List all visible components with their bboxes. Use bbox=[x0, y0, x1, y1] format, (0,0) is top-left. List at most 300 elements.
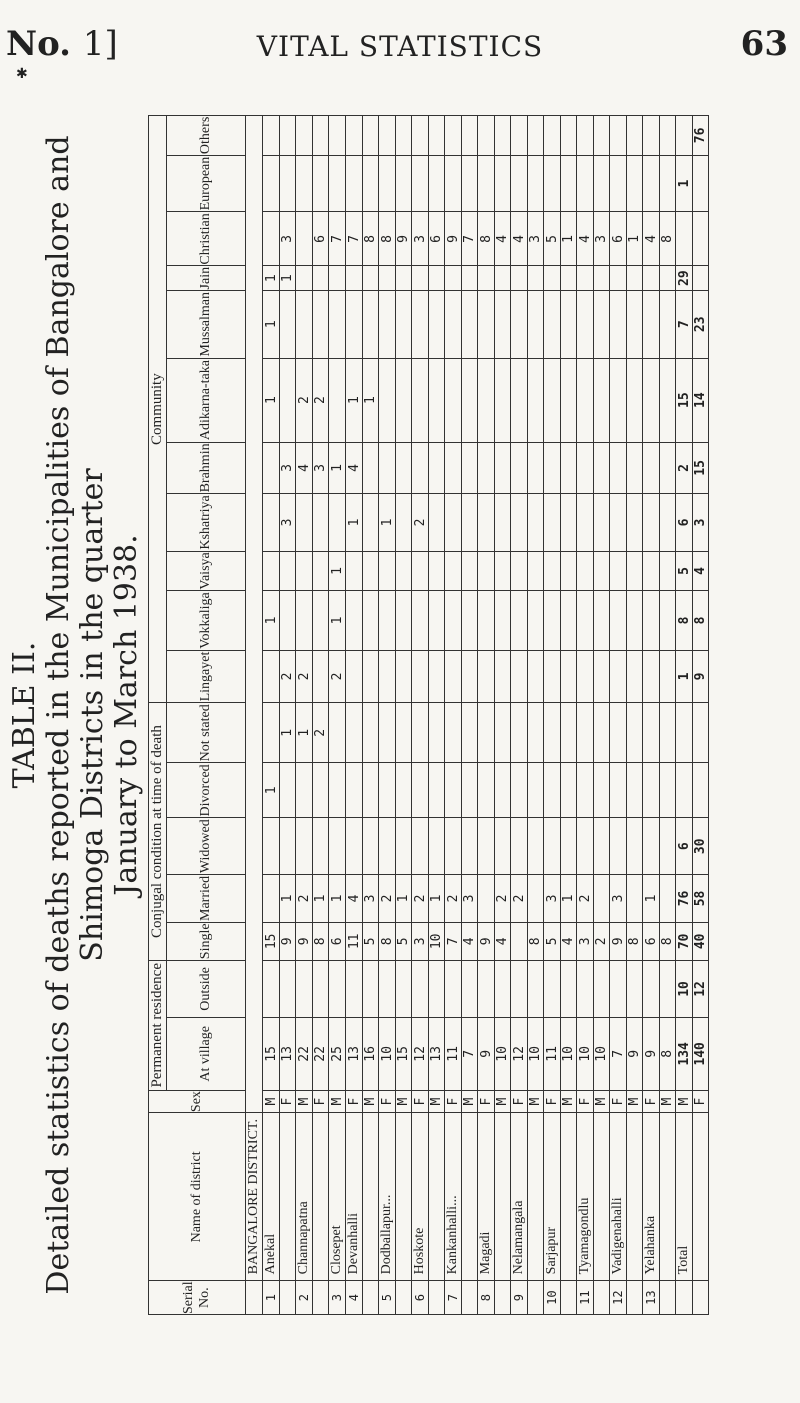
value-cell bbox=[627, 266, 643, 290]
value-cell bbox=[445, 494, 462, 551]
serial-cell: 1 bbox=[263, 1281, 280, 1315]
sex-cell: F bbox=[643, 1090, 660, 1113]
value-cell bbox=[561, 442, 577, 494]
table-row bbox=[313, 116, 329, 1315]
value-cell: 3 bbox=[313, 442, 329, 494]
value-cell bbox=[528, 763, 544, 818]
value-cell bbox=[296, 763, 313, 818]
value-cell bbox=[610, 818, 627, 875]
value-cell bbox=[429, 960, 445, 1017]
value-cell bbox=[263, 650, 280, 703]
value-cell bbox=[280, 763, 296, 818]
value-cell bbox=[495, 358, 511, 442]
value-cell bbox=[313, 591, 329, 651]
sex-cell: M bbox=[561, 1090, 577, 1113]
value-cell: 58 bbox=[693, 875, 709, 923]
value-cell bbox=[329, 818, 346, 875]
value-cell bbox=[511, 266, 528, 290]
value-cell bbox=[577, 818, 594, 875]
serial-cell bbox=[627, 1281, 643, 1315]
value-cell: 3 bbox=[280, 442, 296, 494]
value-cell bbox=[429, 763, 445, 818]
value-cell: 2 bbox=[577, 875, 594, 923]
table-row bbox=[643, 116, 660, 1315]
value-cell bbox=[280, 551, 296, 591]
table-body bbox=[246, 116, 709, 1315]
value-cell: 4 bbox=[511, 212, 528, 266]
value-cell bbox=[643, 591, 660, 651]
value-cell bbox=[396, 818, 412, 875]
value-cell: 7 bbox=[676, 290, 693, 358]
sex-cell: F bbox=[412, 1090, 429, 1113]
value-cell bbox=[346, 266, 363, 290]
value-cell: 11 bbox=[445, 1018, 462, 1091]
district-heading: BANGALORE DISTRICT. bbox=[246, 1113, 263, 1281]
value-cell: 1 bbox=[280, 875, 296, 923]
value-cell bbox=[660, 650, 676, 703]
value-cell: 8 bbox=[660, 922, 676, 960]
value-cell bbox=[429, 591, 445, 651]
value-cell: 76 bbox=[676, 875, 693, 923]
value-cell: 6 bbox=[329, 922, 346, 960]
district-name bbox=[528, 1113, 544, 1281]
value-cell bbox=[396, 650, 412, 703]
serial-cell: 9 bbox=[511, 1281, 528, 1315]
table-row bbox=[429, 116, 445, 1315]
value-cell bbox=[594, 442, 610, 494]
value-cell: 1 bbox=[346, 358, 363, 442]
value-cell: 9 bbox=[396, 212, 412, 266]
value-cell bbox=[643, 551, 660, 591]
value-cell bbox=[412, 116, 429, 156]
value-cell bbox=[313, 650, 329, 703]
value-cell: 7 bbox=[445, 922, 462, 960]
value-cell bbox=[511, 358, 528, 442]
value-cell bbox=[329, 155, 346, 212]
value-cell: 2 bbox=[329, 650, 346, 703]
table-row bbox=[528, 116, 544, 1315]
sex-cell: M bbox=[462, 1090, 478, 1113]
district-name bbox=[561, 1113, 577, 1281]
value-cell: 10 bbox=[577, 1018, 594, 1091]
value-cell bbox=[462, 358, 478, 442]
value-cell bbox=[544, 116, 561, 156]
value-cell bbox=[462, 155, 478, 212]
value-cell bbox=[660, 116, 676, 156]
value-cell bbox=[263, 116, 280, 156]
district-name: Yelahanka bbox=[643, 1113, 660, 1281]
value-cell bbox=[462, 818, 478, 875]
value-cell bbox=[396, 116, 412, 156]
value-cell: 76 bbox=[693, 116, 709, 156]
value-cell bbox=[627, 763, 643, 818]
value-cell bbox=[462, 763, 478, 818]
value-cell bbox=[495, 818, 511, 875]
value-cell bbox=[594, 551, 610, 591]
value-cell bbox=[511, 650, 528, 703]
serial-cell bbox=[429, 1281, 445, 1315]
value-cell: 4 bbox=[495, 212, 511, 266]
value-cell bbox=[528, 358, 544, 442]
serial-cell: 12 bbox=[610, 1281, 627, 1315]
value-cell bbox=[379, 358, 396, 442]
value-cell bbox=[610, 116, 627, 156]
value-cell: 13 bbox=[280, 1018, 296, 1091]
value-cell bbox=[313, 763, 329, 818]
value-cell bbox=[412, 266, 429, 290]
value-cell bbox=[511, 818, 528, 875]
value-cell bbox=[627, 703, 643, 763]
group-community: Community bbox=[149, 116, 167, 703]
value-cell bbox=[346, 116, 363, 156]
value-cell bbox=[610, 442, 627, 494]
value-cell bbox=[643, 155, 660, 212]
value-cell bbox=[412, 442, 429, 494]
value-cell: 9 bbox=[627, 1018, 643, 1091]
total-label: Total bbox=[676, 1113, 693, 1281]
value-cell: 1 bbox=[296, 703, 313, 763]
value-cell bbox=[379, 960, 396, 1017]
value-cell bbox=[329, 763, 346, 818]
col-vaisya: Vaisya bbox=[167, 551, 246, 591]
value-cell: 4 bbox=[693, 551, 709, 591]
col-at-village: At village bbox=[167, 1018, 246, 1091]
value-cell bbox=[594, 650, 610, 703]
value-cell: 134 bbox=[676, 1018, 693, 1091]
table-titles bbox=[0, 115, 144, 1315]
value-cell: 2 bbox=[445, 875, 462, 923]
value-cell: 40 bbox=[693, 922, 709, 960]
value-cell bbox=[544, 818, 561, 875]
value-cell bbox=[594, 703, 610, 763]
sex-cell: F bbox=[379, 1090, 396, 1113]
district-name bbox=[280, 1113, 296, 1281]
value-cell bbox=[511, 960, 528, 1017]
value-cell: 8 bbox=[363, 212, 379, 266]
value-cell: 1 bbox=[280, 266, 296, 290]
value-cell: 2 bbox=[280, 650, 296, 703]
value-cell: 9 bbox=[643, 1018, 660, 1091]
value-cell bbox=[627, 960, 643, 1017]
value-cell bbox=[511, 551, 528, 591]
value-cell bbox=[676, 703, 693, 763]
value-cell bbox=[379, 116, 396, 156]
value-cell bbox=[445, 960, 462, 1017]
serial-cell: 13 bbox=[643, 1281, 660, 1315]
value-cell bbox=[329, 358, 346, 442]
value-cell bbox=[478, 960, 495, 1017]
value-cell bbox=[429, 650, 445, 703]
value-cell: 8 bbox=[660, 1018, 676, 1091]
sex-cell: F bbox=[313, 1090, 329, 1113]
value-cell bbox=[660, 442, 676, 494]
value-cell: 1 bbox=[676, 155, 693, 212]
serial-cell: 5 bbox=[379, 1281, 396, 1315]
value-cell bbox=[594, 818, 610, 875]
value-cell bbox=[561, 818, 577, 875]
value-cell bbox=[296, 960, 313, 1017]
value-cell bbox=[280, 960, 296, 1017]
value-cell bbox=[643, 290, 660, 358]
sex-cell: M bbox=[676, 1090, 693, 1113]
value-cell bbox=[412, 818, 429, 875]
value-cell bbox=[363, 763, 379, 818]
value-cell bbox=[445, 442, 462, 494]
district-name bbox=[396, 1113, 412, 1281]
value-cell bbox=[363, 116, 379, 156]
district-name bbox=[462, 1113, 478, 1281]
value-cell bbox=[511, 290, 528, 358]
value-cell bbox=[693, 266, 709, 290]
value-cell bbox=[577, 494, 594, 551]
value-cell bbox=[363, 960, 379, 1017]
value-cell bbox=[561, 703, 577, 763]
value-cell bbox=[329, 494, 346, 551]
value-cell: 3 bbox=[280, 212, 296, 266]
value-cell bbox=[495, 551, 511, 591]
value-cell bbox=[429, 290, 445, 358]
district-name: Channapatna bbox=[296, 1113, 313, 1281]
district-name: Closepet bbox=[329, 1113, 346, 1281]
value-cell bbox=[511, 442, 528, 494]
value-cell: 70 bbox=[676, 922, 693, 960]
value-cell bbox=[544, 763, 561, 818]
col-single: Single bbox=[167, 922, 246, 960]
value-cell: 4 bbox=[462, 922, 478, 960]
value-cell bbox=[610, 494, 627, 551]
value-cell bbox=[445, 818, 462, 875]
value-cell bbox=[610, 551, 627, 591]
rotated-table-page bbox=[0, 115, 708, 1315]
value-cell: 15 bbox=[396, 1018, 412, 1091]
value-cell: 15 bbox=[693, 442, 709, 494]
table-row bbox=[263, 116, 280, 1315]
serial-cell: 8 bbox=[478, 1281, 495, 1315]
sex-cell: M bbox=[363, 1090, 379, 1113]
value-cell: 1 bbox=[346, 494, 363, 551]
value-cell: 1 bbox=[263, 358, 280, 442]
value-cell: 5 bbox=[544, 922, 561, 960]
value-cell bbox=[396, 591, 412, 651]
value-cell: 4 bbox=[296, 442, 313, 494]
value-cell: 15 bbox=[263, 1018, 280, 1091]
value-cell bbox=[544, 551, 561, 591]
value-cell: 1 bbox=[280, 703, 296, 763]
district-name bbox=[313, 1113, 329, 1281]
value-cell bbox=[544, 494, 561, 551]
value-cell bbox=[627, 358, 643, 442]
value-cell: 4 bbox=[346, 875, 363, 923]
value-cell bbox=[577, 155, 594, 212]
value-cell bbox=[346, 591, 363, 651]
value-cell bbox=[627, 818, 643, 875]
value-cell bbox=[296, 212, 313, 266]
value-cell: 6 bbox=[676, 494, 693, 551]
value-cell bbox=[627, 494, 643, 551]
value-cell bbox=[627, 650, 643, 703]
value-cell bbox=[660, 591, 676, 651]
value-cell bbox=[396, 551, 412, 591]
value-cell: 12 bbox=[693, 960, 709, 1017]
value-cell bbox=[263, 875, 280, 923]
value-cell bbox=[445, 650, 462, 703]
value-cell bbox=[478, 818, 495, 875]
value-cell: 11 bbox=[544, 1018, 561, 1091]
value-cell bbox=[445, 290, 462, 358]
value-cell bbox=[495, 591, 511, 651]
value-cell: 7 bbox=[610, 1018, 627, 1091]
value-cell: 1 bbox=[561, 212, 577, 266]
value-cell: 9 bbox=[478, 922, 495, 960]
value-cell bbox=[313, 155, 329, 212]
value-cell bbox=[610, 763, 627, 818]
value-cell bbox=[577, 703, 594, 763]
value-cell bbox=[561, 494, 577, 551]
value-cell bbox=[429, 551, 445, 591]
value-cell bbox=[577, 116, 594, 156]
value-cell bbox=[627, 155, 643, 212]
value-cell bbox=[528, 442, 544, 494]
value-cell: 5 bbox=[544, 212, 561, 266]
value-cell bbox=[445, 703, 462, 763]
value-cell bbox=[396, 266, 412, 290]
col-widowed: Widowed bbox=[167, 818, 246, 875]
value-cell: 3 bbox=[594, 212, 610, 266]
col-sex: Sex bbox=[149, 1090, 246, 1113]
table-row bbox=[329, 116, 346, 1315]
value-cell: 2 bbox=[296, 875, 313, 923]
value-cell: 13 bbox=[346, 1018, 363, 1091]
district-name: Tyamagondlu bbox=[577, 1113, 594, 1281]
value-cell bbox=[676, 116, 693, 156]
sex-cell: F bbox=[610, 1090, 627, 1113]
value-cell bbox=[528, 818, 544, 875]
serial-cell bbox=[594, 1281, 610, 1315]
value-cell bbox=[495, 155, 511, 212]
value-cell: 30 bbox=[693, 818, 709, 875]
value-cell bbox=[627, 442, 643, 494]
sex-cell: F bbox=[445, 1090, 462, 1113]
value-cell: 2 bbox=[313, 703, 329, 763]
value-cell bbox=[346, 650, 363, 703]
value-cell bbox=[594, 116, 610, 156]
value-cell: 1 bbox=[429, 875, 445, 923]
district-name: Nelamangala bbox=[511, 1113, 528, 1281]
value-cell: 2 bbox=[676, 442, 693, 494]
value-cell bbox=[643, 960, 660, 1017]
value-cell bbox=[313, 290, 329, 358]
value-cell: 5 bbox=[396, 922, 412, 960]
value-cell: 13 bbox=[429, 1018, 445, 1091]
value-cell: 3 bbox=[412, 922, 429, 960]
value-cell bbox=[478, 650, 495, 703]
value-cell: 4 bbox=[346, 442, 363, 494]
value-cell bbox=[511, 155, 528, 212]
value-cell: 8 bbox=[478, 212, 495, 266]
value-cell bbox=[627, 116, 643, 156]
value-cell bbox=[495, 442, 511, 494]
serial-cell: 2 bbox=[296, 1281, 313, 1315]
value-cell: 3 bbox=[577, 922, 594, 960]
value-cell bbox=[643, 358, 660, 442]
value-cell bbox=[660, 875, 676, 923]
value-cell bbox=[610, 358, 627, 442]
sex-cell: F bbox=[280, 1090, 296, 1113]
value-cell bbox=[346, 960, 363, 1017]
value-cell bbox=[379, 155, 396, 212]
col-vokkaliga: Vokkaliga bbox=[167, 591, 246, 651]
serial-cell bbox=[462, 1281, 478, 1315]
value-cell: 6 bbox=[676, 818, 693, 875]
value-cell bbox=[296, 155, 313, 212]
value-cell bbox=[379, 650, 396, 703]
value-cell bbox=[462, 960, 478, 1017]
value-cell bbox=[511, 591, 528, 651]
value-cell: 5 bbox=[676, 551, 693, 591]
table-row bbox=[610, 116, 627, 1315]
value-cell bbox=[280, 818, 296, 875]
sex-cell: M bbox=[627, 1090, 643, 1113]
value-cell bbox=[329, 703, 346, 763]
value-cell bbox=[412, 763, 429, 818]
value-cell: 2 bbox=[379, 875, 396, 923]
value-cell bbox=[528, 703, 544, 763]
col-district: Name of district bbox=[149, 1113, 246, 1281]
value-cell: 3 bbox=[412, 212, 429, 266]
serial-cell bbox=[561, 1281, 577, 1315]
value-cell bbox=[528, 591, 544, 651]
value-cell bbox=[396, 494, 412, 551]
value-cell bbox=[462, 650, 478, 703]
value-cell bbox=[445, 116, 462, 156]
value-cell bbox=[627, 875, 643, 923]
value-cell: 8 bbox=[313, 922, 329, 960]
value-cell bbox=[643, 650, 660, 703]
district-name: Magadi bbox=[478, 1113, 495, 1281]
serial-cell: 4 bbox=[346, 1281, 363, 1315]
value-cell bbox=[544, 442, 561, 494]
value-cell bbox=[561, 763, 577, 818]
value-cell bbox=[363, 551, 379, 591]
serial-cell bbox=[495, 1281, 511, 1315]
value-cell bbox=[528, 551, 544, 591]
table-label: TABLE II. bbox=[7, 641, 42, 789]
value-cell: 9 bbox=[296, 922, 313, 960]
value-cell bbox=[528, 650, 544, 703]
value-cell: 1 bbox=[379, 494, 396, 551]
star-mark: ✱ bbox=[16, 66, 28, 82]
sex-cell: F bbox=[346, 1090, 363, 1113]
value-cell: 1 bbox=[263, 290, 280, 358]
value-cell bbox=[296, 591, 313, 651]
value-cell bbox=[363, 591, 379, 651]
value-cell: 29 bbox=[676, 266, 693, 290]
value-cell bbox=[561, 290, 577, 358]
value-cell bbox=[412, 551, 429, 591]
value-cell bbox=[627, 290, 643, 358]
table-row bbox=[379, 116, 396, 1315]
table-row bbox=[594, 116, 610, 1315]
value-cell: 5 bbox=[363, 922, 379, 960]
value-cell bbox=[462, 266, 478, 290]
value-cell bbox=[643, 703, 660, 763]
value-cell bbox=[511, 922, 528, 960]
value-cell bbox=[263, 551, 280, 591]
value-cell: 14 bbox=[693, 358, 709, 442]
col-adikarnataka: Adikarna-taka bbox=[167, 358, 246, 442]
value-cell bbox=[313, 116, 329, 156]
value-cell bbox=[676, 763, 693, 818]
